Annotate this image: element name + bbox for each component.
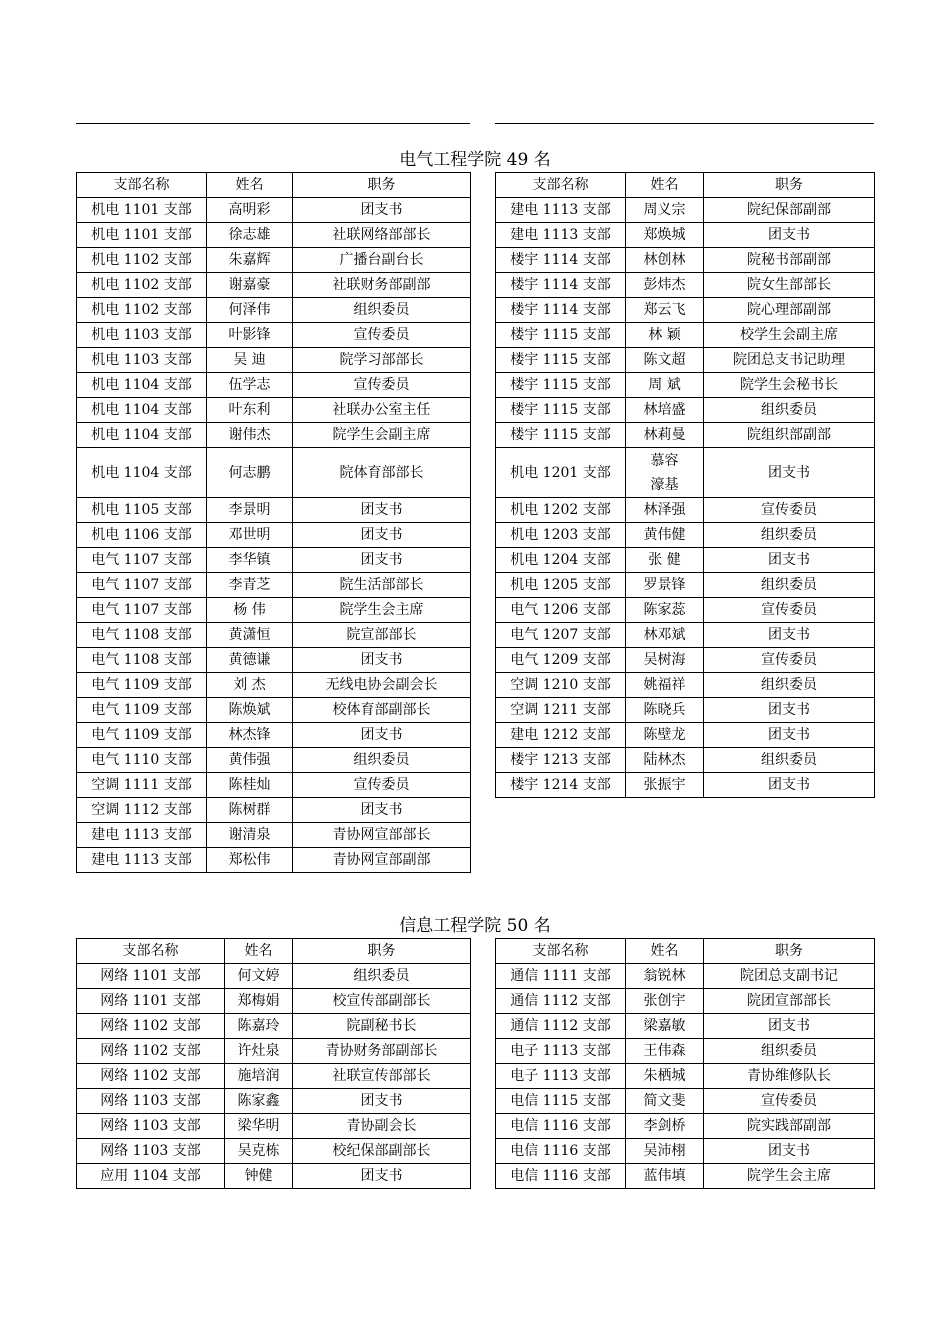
person-name-cell: 林杰锋 <box>207 723 293 748</box>
position-cell: 社联财务部副部 <box>293 273 471 298</box>
position-cell: 团支书 <box>293 798 471 823</box>
branch-name-cell: 机电 1103 支部 <box>77 348 207 373</box>
header-row <box>77 173 471 198</box>
person-name-cell: 吴克栋 <box>225 1139 293 1164</box>
position-cell: 院学生会主席 <box>704 1164 875 1189</box>
position-cell: 组织委员 <box>704 748 875 773</box>
header-row <box>496 173 875 198</box>
position-cell: 院学生会主席 <box>293 598 471 623</box>
table-row <box>496 248 875 273</box>
person-name-cell: 陈壁龙 <box>626 723 704 748</box>
branch-name-cell: 电气 1110 支部 <box>77 748 207 773</box>
position-cell: 院女生部部长 <box>704 273 875 298</box>
position-cell: 青协网宣部副部 <box>293 848 471 873</box>
table-row <box>496 448 875 498</box>
person-name-cell: 王伟森 <box>626 1039 704 1064</box>
column-header: 姓名 <box>626 173 704 198</box>
position-cell: 团支书 <box>293 548 471 573</box>
person-name-cell: 郑焕城 <box>626 223 704 248</box>
column-header: 姓名 <box>207 173 293 198</box>
person-name-cell: 黄潇恒 <box>207 623 293 648</box>
position-cell: 院实践部副部 <box>704 1114 875 1139</box>
person-name-cell: 高明彩 <box>207 198 293 223</box>
branch-name-cell: 机电 1104 支部 <box>77 448 207 498</box>
table-row <box>77 1064 471 1089</box>
branch-name-cell: 电气 1109 支部 <box>77 723 207 748</box>
person-name-cell: 许灶泉 <box>225 1039 293 1064</box>
person-name-cell: 郑云飞 <box>626 298 704 323</box>
position-cell: 院团总支副书记 <box>704 964 875 989</box>
position-cell: 青协财务部副部长 <box>293 1039 471 1064</box>
branch-name-cell: 电信 1116 支部 <box>496 1139 626 1164</box>
position-cell: 团支书 <box>704 1139 875 1164</box>
position-cell: 宣传委员 <box>704 598 875 623</box>
branch-name-cell: 网络 1102 支部 <box>77 1064 225 1089</box>
branch-name-cell: 建电 1113 支部 <box>77 823 207 848</box>
branch-name-cell: 机电 1202 支部 <box>496 498 626 523</box>
person-name-cell: 黄伟强 <box>207 748 293 773</box>
table-row <box>77 248 471 273</box>
branch-name-cell: 机电 1104 支部 <box>77 423 207 448</box>
person-name-cell: 陈树群 <box>207 798 293 823</box>
position-cell: 社联办公室主任 <box>293 398 471 423</box>
person-name-cell: 朱栖城 <box>626 1064 704 1089</box>
table-row <box>77 1014 471 1039</box>
branch-name-cell: 建电 1113 支部 <box>77 848 207 873</box>
position-cell: 组织委员 <box>293 748 471 773</box>
table-row <box>496 1114 875 1139</box>
position-cell: 团支书 <box>704 623 875 648</box>
person-name-cell: 叶东利 <box>207 398 293 423</box>
table-row <box>77 573 471 598</box>
branch-name-cell: 机电 1201 支部 <box>496 448 626 498</box>
position-cell: 院生活部部长 <box>293 573 471 598</box>
table-row <box>496 1064 875 1089</box>
person-name-cell: 吴树海 <box>626 648 704 673</box>
table-row <box>496 523 875 548</box>
header-row <box>77 939 471 964</box>
position-cell: 院学习部部长 <box>293 348 471 373</box>
table-row <box>496 964 875 989</box>
table-row <box>496 723 875 748</box>
position-cell: 院纪保部副部 <box>704 198 875 223</box>
person-name-cell: 伍学志 <box>207 373 293 398</box>
position-cell: 宣传委员 <box>704 1089 875 1114</box>
position-cell: 院团宣部部长 <box>704 989 875 1014</box>
branch-name-cell: 机电 1104 支部 <box>77 398 207 423</box>
person-name-cell: 吴 迪 <box>207 348 293 373</box>
position-cell: 校宣传部副部长 <box>293 989 471 1014</box>
person-name-cell: 邓世明 <box>207 523 293 548</box>
position-cell: 团支书 <box>704 448 875 498</box>
person-name-cell: 林创林 <box>626 248 704 273</box>
person-name-cell: 张 健 <box>626 548 704 573</box>
person-name-cell: 谢嘉豪 <box>207 273 293 298</box>
column-header: 职务 <box>293 939 471 964</box>
table-row <box>496 989 875 1014</box>
table-row <box>496 323 875 348</box>
person-name-cell: 吴沛栩 <box>626 1139 704 1164</box>
branch-name-cell: 空调 1111 支部 <box>77 773 207 798</box>
table-row <box>77 1089 471 1114</box>
table-row <box>77 648 471 673</box>
branch-name-cell: 楼宇 1115 支部 <box>496 348 626 373</box>
branch-name-cell: 网络 1102 支部 <box>77 1014 225 1039</box>
position-cell: 团支书 <box>293 648 471 673</box>
position-cell: 广播台副台长 <box>293 248 471 273</box>
position-cell: 院团总支书记助理 <box>704 348 875 373</box>
branch-name-cell: 电信 1116 支部 <box>496 1114 626 1139</box>
position-cell: 组织委员 <box>704 573 875 598</box>
branch-name-cell: 机电 1104 支部 <box>77 373 207 398</box>
table-row <box>496 748 875 773</box>
branch-name-cell: 电气 1109 支部 <box>77 673 207 698</box>
table-row <box>77 1164 471 1189</box>
branch-name-cell: 电气 1107 支部 <box>77 573 207 598</box>
branch-name-cell: 建电 1212 支部 <box>496 723 626 748</box>
column-header: 支部名称 <box>496 939 626 964</box>
branch-name-cell: 机电 1203 支部 <box>496 523 626 548</box>
branch-name-cell: 楼宇 1114 支部 <box>496 298 626 323</box>
position-cell: 组织委员 <box>704 1039 875 1064</box>
column-header: 支部名称 <box>496 173 626 198</box>
person-name-cell: 郑梅娟 <box>225 989 293 1014</box>
table-row <box>77 198 471 223</box>
person-name-cell: 林泽强 <box>626 498 704 523</box>
table-row <box>77 523 471 548</box>
position-cell: 团支书 <box>704 223 875 248</box>
person-name-cell: 刘 杰 <box>207 673 293 698</box>
position-cell: 宣传委员 <box>704 648 875 673</box>
table-row <box>496 773 875 798</box>
person-name-cell: 何志鹏 <box>207 448 293 498</box>
position-cell: 院心理部副部 <box>704 298 875 323</box>
position-cell: 院组织部副部 <box>704 423 875 448</box>
branch-name-cell: 电气 1109 支部 <box>77 698 207 723</box>
table-row <box>77 748 471 773</box>
table-row <box>77 298 471 323</box>
person-name-cell: 林邓斌 <box>626 623 704 648</box>
branch-name-cell: 机电 1205 支部 <box>496 573 626 598</box>
branch-name-cell: 空调 1112 支部 <box>77 798 207 823</box>
electrical-table-right <box>495 172 875 798</box>
person-name-cell: 李华镇 <box>207 548 293 573</box>
position-cell: 团支书 <box>293 723 471 748</box>
table-row <box>77 798 471 823</box>
position-cell: 团支书 <box>704 723 875 748</box>
table-row <box>77 398 471 423</box>
table-row <box>496 598 875 623</box>
person-name-cell: 林 颖 <box>626 323 704 348</box>
person-name-cell: 李剑桥 <box>626 1114 704 1139</box>
position-cell: 组织委员 <box>293 298 471 323</box>
position-cell: 团支书 <box>293 498 471 523</box>
person-name-cell: 谢清泉 <box>207 823 293 848</box>
branch-name-cell: 应用 1104 支部 <box>77 1164 225 1189</box>
person-name-cell: 何泽伟 <box>207 298 293 323</box>
position-cell: 宣传委员 <box>293 773 471 798</box>
information-table-left <box>76 938 471 1189</box>
branch-name-cell: 网络 1103 支部 <box>77 1089 225 1114</box>
branch-name-cell: 楼宇 1115 支部 <box>496 398 626 423</box>
position-cell: 团支书 <box>293 1089 471 1114</box>
table-row <box>496 573 875 598</box>
table-row <box>496 273 875 298</box>
branch-name-cell: 电子 1113 支部 <box>496 1039 626 1064</box>
person-name-cell: 李青芝 <box>207 573 293 598</box>
branch-name-cell: 楼宇 1114 支部 <box>496 273 626 298</box>
branch-name-cell: 电信 1116 支部 <box>496 1164 626 1189</box>
position-cell: 社联宣传部部长 <box>293 1064 471 1089</box>
position-cell: 组织委员 <box>704 398 875 423</box>
person-name-cell: 李景明 <box>207 498 293 523</box>
table-row <box>496 1139 875 1164</box>
column-header: 支部名称 <box>77 939 225 964</box>
table-row <box>77 598 471 623</box>
table-row <box>496 223 875 248</box>
branch-name-cell: 空调 1210 支部 <box>496 673 626 698</box>
position-cell: 社联网络部部长 <box>293 223 471 248</box>
person-name-cell: 姚福祥 <box>626 673 704 698</box>
table-row <box>496 1164 875 1189</box>
person-name-cell: 梁华明 <box>225 1114 293 1139</box>
branch-name-cell: 建电 1113 支部 <box>496 198 626 223</box>
position-cell: 团支书 <box>293 198 471 223</box>
table-row <box>496 1089 875 1114</box>
table-row <box>77 1139 471 1164</box>
person-name-cell: 陈家鑫 <box>225 1089 293 1114</box>
position-cell: 无线电协会副会长 <box>293 673 471 698</box>
table-row <box>496 673 875 698</box>
branch-name-cell: 机电 1106 支部 <box>77 523 207 548</box>
table-row <box>77 823 471 848</box>
table-row <box>496 498 875 523</box>
position-cell: 院宣部部长 <box>293 623 471 648</box>
section-title-electrical: 电气工程学院 49 名 <box>399 150 551 170</box>
header-row <box>496 939 875 964</box>
column-header: 职务 <box>704 939 875 964</box>
table-row <box>77 698 471 723</box>
electrical-table-left <box>76 172 471 873</box>
branch-name-cell: 空调 1211 支部 <box>496 698 626 723</box>
table-row <box>496 398 875 423</box>
table-row <box>496 348 875 373</box>
table-row <box>496 298 875 323</box>
table-row <box>496 198 875 223</box>
person-name-cell: 张振宇 <box>626 773 704 798</box>
section-title-information: 信息工程学院 50 名 <box>399 916 551 936</box>
branch-name-cell: 电气 1206 支部 <box>496 598 626 623</box>
position-cell: 团支书 <box>293 523 471 548</box>
branch-name-cell: 机电 1102 支部 <box>77 298 207 323</box>
branch-name-cell: 电子 1113 支部 <box>496 1064 626 1089</box>
branch-name-cell: 机电 1105 支部 <box>77 498 207 523</box>
position-cell: 团支书 <box>704 698 875 723</box>
table-row <box>77 623 471 648</box>
branch-name-cell: 电气 1107 支部 <box>77 598 207 623</box>
position-cell: 校纪保部副部长 <box>293 1139 471 1164</box>
column-header: 职务 <box>704 173 875 198</box>
position-cell: 院秘书部副部 <box>704 248 875 273</box>
position-cell: 团支书 <box>704 773 875 798</box>
person-name-cell: 梁嘉敏 <box>626 1014 704 1039</box>
person-name-cell: 周 斌 <box>626 373 704 398</box>
person-name-cell: 黄德谦 <box>207 648 293 673</box>
person-name-cell: 陈家蕊 <box>626 598 704 623</box>
person-name-cell: 陆林杰 <box>626 748 704 773</box>
person-name-cell: 周义宗 <box>626 198 704 223</box>
table-row <box>496 373 875 398</box>
branch-name-cell: 机电 1101 支部 <box>77 198 207 223</box>
position-cell: 组织委员 <box>293 964 471 989</box>
branch-name-cell: 网络 1103 支部 <box>77 1139 225 1164</box>
branch-name-cell: 网络 1102 支部 <box>77 1039 225 1064</box>
branch-name-cell: 电气 1107 支部 <box>77 548 207 573</box>
position-cell: 团支书 <box>704 548 875 573</box>
branch-name-cell: 网络 1103 支部 <box>77 1114 225 1139</box>
table-row <box>77 1039 471 1064</box>
table-row <box>77 673 471 698</box>
position-cell: 宣传委员 <box>293 373 471 398</box>
position-cell: 组织委员 <box>704 523 875 548</box>
position-cell: 组织委员 <box>704 673 875 698</box>
person-name-cell: 彭炜杰 <box>626 273 704 298</box>
person-name-cell: 林莉曼 <box>626 423 704 448</box>
branch-name-cell: 电气 1108 支部 <box>77 623 207 648</box>
person-name-cell: 钟健 <box>225 1164 293 1189</box>
position-cell: 青协副会长 <box>293 1114 471 1139</box>
branch-name-cell: 电气 1108 支部 <box>77 648 207 673</box>
branch-name-cell: 机电 1102 支部 <box>77 248 207 273</box>
position-cell: 校学生会副主席 <box>704 323 875 348</box>
branch-name-cell: 通信 1112 支部 <box>496 1014 626 1039</box>
table-row <box>496 1039 875 1064</box>
table-row <box>496 648 875 673</box>
table-row <box>77 498 471 523</box>
position-cell: 院学生会副主席 <box>293 423 471 448</box>
table-row <box>77 348 471 373</box>
column-header: 姓名 <box>225 939 293 964</box>
branch-name-cell: 楼宇 1115 支部 <box>496 373 626 398</box>
table-row <box>77 223 471 248</box>
table-row <box>77 423 471 448</box>
table-row <box>496 423 875 448</box>
table-row <box>496 698 875 723</box>
position-cell: 宣传委员 <box>293 323 471 348</box>
table-row <box>77 548 471 573</box>
position-cell: 宣传委员 <box>704 498 875 523</box>
branch-name-cell: 电气 1209 支部 <box>496 648 626 673</box>
table-row <box>77 989 471 1014</box>
table-row <box>77 323 471 348</box>
table-row <box>77 964 471 989</box>
person-name-cell: 杨 伟 <box>207 598 293 623</box>
position-cell: 院体育部部长 <box>293 448 471 498</box>
column-header: 职务 <box>293 173 471 198</box>
table-row <box>77 723 471 748</box>
person-name-cell: 徐志雄 <box>207 223 293 248</box>
branch-name-cell: 网络 1101 支部 <box>77 989 225 1014</box>
person-name-cell: 张创宇 <box>626 989 704 1014</box>
person-name-cell: 黄伟健 <box>626 523 704 548</box>
table-row <box>496 548 875 573</box>
information-table-right <box>495 938 875 1189</box>
table-row <box>77 1114 471 1139</box>
person-name-cell: 蓝伟填 <box>626 1164 704 1189</box>
top-rule-left <box>76 123 470 124</box>
branch-name-cell: 楼宇 1115 支部 <box>496 423 626 448</box>
branch-name-cell: 通信 1111 支部 <box>496 964 626 989</box>
person-name-cell: 陈焕斌 <box>207 698 293 723</box>
person-name-cell: 翁锐林 <box>626 964 704 989</box>
person-name-cell: 何文婷 <box>225 964 293 989</box>
branch-name-cell: 电气 1207 支部 <box>496 623 626 648</box>
table-row <box>77 373 471 398</box>
top-rule-right <box>495 123 874 124</box>
branch-name-cell: 楼宇 1114 支部 <box>496 248 626 273</box>
person-name-cell: 陈嘉玲 <box>225 1014 293 1039</box>
person-name-cell: 朱嘉辉 <box>207 248 293 273</box>
column-header: 支部名称 <box>77 173 207 198</box>
person-name-cell: 罗景锋 <box>626 573 704 598</box>
table-row <box>77 448 471 498</box>
position-cell: 团支书 <box>293 1164 471 1189</box>
position-cell: 校体育部副部长 <box>293 698 471 723</box>
person-name-cell: 郑松伟 <box>207 848 293 873</box>
branch-name-cell: 机电 1204 支部 <box>496 548 626 573</box>
table-row <box>77 773 471 798</box>
position-cell: 院副秘书长 <box>293 1014 471 1039</box>
branch-name-cell: 建电 1113 支部 <box>496 223 626 248</box>
person-name-cell: 简文斐 <box>626 1089 704 1114</box>
position-cell: 院学生会秘书长 <box>704 373 875 398</box>
branch-name-cell: 机电 1103 支部 <box>77 323 207 348</box>
branch-name-cell: 楼宇 1214 支部 <box>496 773 626 798</box>
branch-name-cell: 机电 1102 支部 <box>77 273 207 298</box>
branch-name-cell: 楼宇 1115 支部 <box>496 323 626 348</box>
position-cell: 团支书 <box>704 1014 875 1039</box>
person-name-cell: 陈文超 <box>626 348 704 373</box>
person-name-cell: 陈桂灿 <box>207 773 293 798</box>
column-header: 姓名 <box>626 939 704 964</box>
branch-name-cell: 机电 1101 支部 <box>77 223 207 248</box>
branch-name-cell: 楼宇 1213 支部 <box>496 748 626 773</box>
position-cell: 青协维修队长 <box>704 1064 875 1089</box>
branch-name-cell: 网络 1101 支部 <box>77 964 225 989</box>
person-name-cell: 林培盛 <box>626 398 704 423</box>
person-name-cell: 施培润 <box>225 1064 293 1089</box>
table-row <box>77 273 471 298</box>
person-name-cell: 谢伟杰 <box>207 423 293 448</box>
position-cell: 青协网宣部部长 <box>293 823 471 848</box>
branch-name-cell: 电信 1115 支部 <box>496 1089 626 1114</box>
branch-name-cell: 通信 1112 支部 <box>496 989 626 1014</box>
table-row <box>496 1014 875 1039</box>
person-name-cell: 慕容濠基 <box>626 448 704 498</box>
table-row <box>496 623 875 648</box>
table-row <box>77 848 471 873</box>
person-name-cell: 陈晓兵 <box>626 698 704 723</box>
person-name-cell: 叶影锋 <box>207 323 293 348</box>
